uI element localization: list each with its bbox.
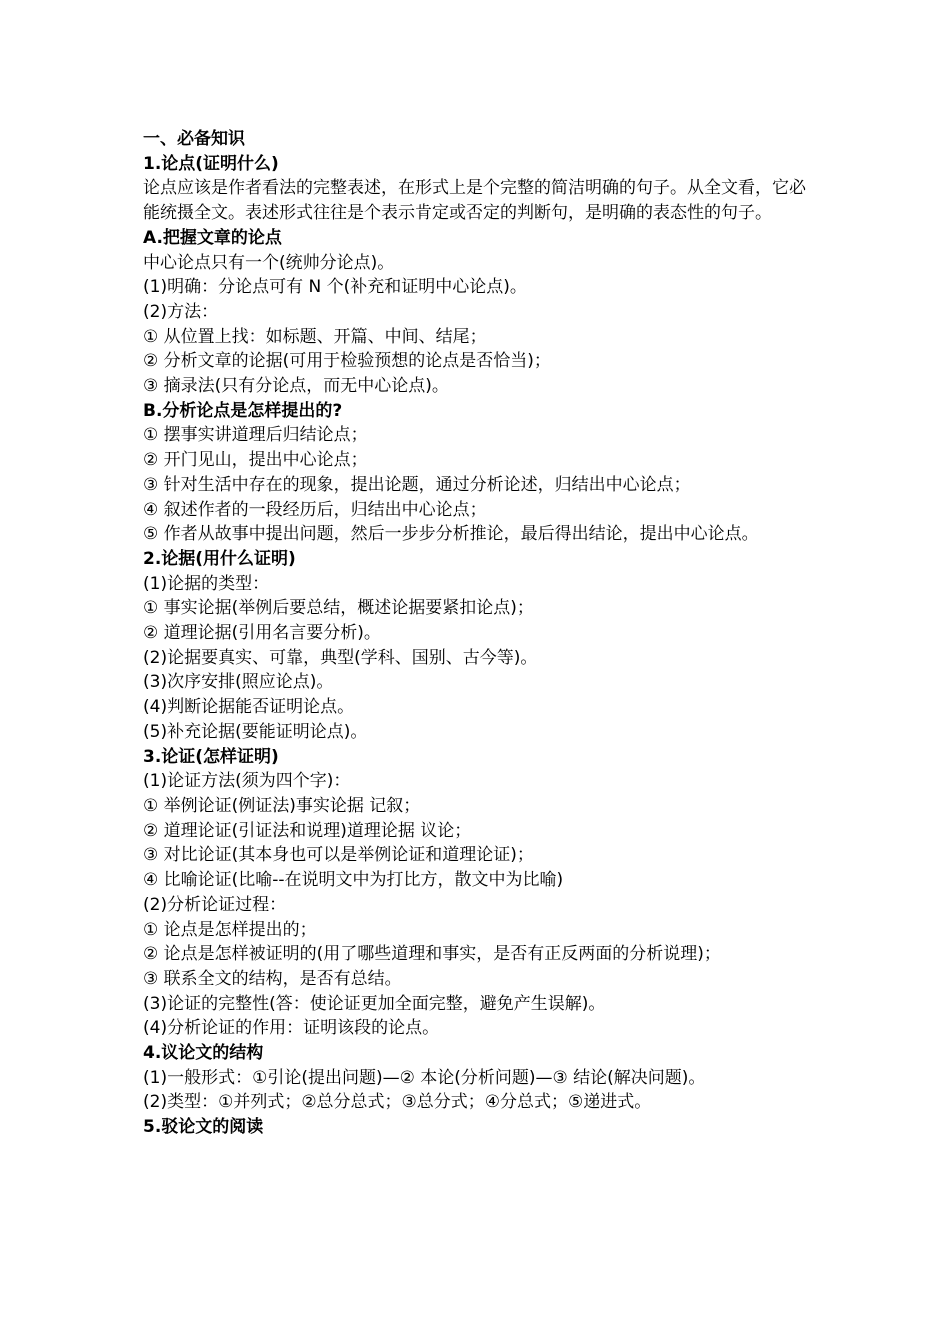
section-heading: 5.驳论文的阅读 <box>143 1117 264 1138</box>
text-line: (1)论据的类型： <box>143 573 270 594</box>
text-line: ③ 联系全文的结构，是否有总结。 <box>143 968 402 989</box>
text-line: ② 开门见山，提出中心论点； <box>143 450 368 471</box>
text-line: ⑤ 作者从故事中提出问题，然后一步步分析推论，最后得出结论，提出中心论点。 <box>143 524 759 545</box>
text-line: ③ 针对生活中存在的现象，提出论题，通过分析论述，归结出中心论点； <box>143 474 691 495</box>
text-line: ① 从位置上找：如标题、开篇、中间、结尾； <box>143 326 487 347</box>
text-line: ② 道理论证(引证法和说理)道理论据 议论； <box>143 820 472 841</box>
section-heading: B.分析论点是怎样提出的? <box>143 400 343 421</box>
text-line: (2)方法： <box>143 301 219 322</box>
text-line: (1)一般形式：①引论(提出问题)—② 本论(分析问题)—③ 结论(解决问题)。 <box>143 1067 706 1088</box>
document-body <box>143 127 813 1140</box>
text-line: ① 论点是怎样提出的； <box>143 919 317 940</box>
section-heading: 1.论点(证明什么) <box>143 153 279 174</box>
text-line: ④ 比喻论证(比喻--在说明文中为打比方，散文中为比喻) <box>143 870 564 891</box>
text-line: ③ 对比论证(其本身也可以是举例论证和道理论证)； <box>143 845 534 866</box>
text-line: ② 分析文章的论据(可用于检验预想的论点是否恰当)； <box>143 351 551 372</box>
text-line: (1)论证方法(须为四个字)： <box>143 771 351 792</box>
text-line: (1)明确：分论点可有 N 个(补充和证明中心论点)。 <box>143 277 527 298</box>
text-line: (5)补充论据(要能证明论点)。 <box>143 721 368 742</box>
text-line: ② 论点是怎样被证明的(用了哪些道理和事实，是否有正反两面的分析说理)； <box>143 944 721 965</box>
section-heading: 3.论证(怎样证明) <box>143 746 279 767</box>
text-line: ④ 叙述作者的一段经历后，归结出中心论点； <box>143 499 487 520</box>
text-line: ① 事实论据(举例后要总结，概述论据要紧扣论点)； <box>143 598 534 619</box>
text-line: (3)次序安排(照应论点)。 <box>143 672 334 693</box>
text-line: (2)论据要真实、可靠，典型(学科、国别、古今等)。 <box>143 647 538 668</box>
text-line: (4)分析论证的作用：证明该段的论点。 <box>143 1018 440 1039</box>
text-line: 中心论点只有一个(统帅分论点)。 <box>143 252 395 273</box>
section-heading: 一、必备知识 <box>143 129 245 149</box>
text-line: (3)论证的完整性(答：使论证更加全面完整，避免产生误解)。 <box>143 993 606 1014</box>
text-line: 论点应该是作者看法的完整表述，在形式上是个完整的简洁明确的句子。从全文看，它必能统摄全文。表述形式往往是个表示肯定或否定的判断句，是明确的表态性的句子。 <box>143 178 806 224</box>
text-line: ① 摆事实讲道理后归结论点； <box>143 425 368 446</box>
text-line: ③ 摘录法(只有分论点，而无中心论点)。 <box>143 376 449 397</box>
text-line: ① 举例论证(例证法)事实论据 记叙； <box>143 795 421 816</box>
section-heading: 2.论据(用什么证明) <box>143 548 296 569</box>
text-line: (2)类型：①并列式；②总分总式；③总分式；④分总式；⑤递进式。 <box>143 1092 652 1113</box>
text-line: ② 道理论据(引用名言要分析)。 <box>143 623 381 644</box>
text-line: (4)判断论据能否证明论点。 <box>143 697 355 718</box>
section-heading: 4.议论文的结构 <box>143 1043 264 1064</box>
text-line: (2)分析论证过程： <box>143 894 287 915</box>
section-heading: A.把握文章的论点 <box>143 227 282 248</box>
